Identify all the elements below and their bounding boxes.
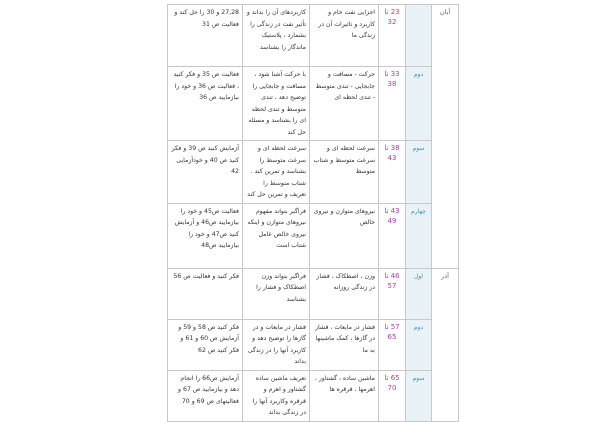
activity-cell: فکر کنید ص 58 و 59 و آزمایش ص 60 و 61 و فکر کنید ص 62 [168, 319, 243, 370]
table-row [168, 319, 459, 370]
table-row [168, 5, 459, 67]
content-cell: فشار در مایعات و در گازها را توضیح دهد و کاربرد آنها را در زندگی بداند [243, 319, 310, 370]
pages-cell: 38 تا 43 [379, 141, 406, 204]
week-cell [406, 5, 432, 67]
pages-cell: 43 تا 49 [379, 203, 406, 268]
goal-cell: اجزایی نفت خام و کاربرد و تاثیرات آن در زندگی ما [310, 5, 379, 67]
month-cell: آذر [432, 268, 459, 421]
pages-cell: 46 تا 57 [379, 268, 406, 319]
content-cell: کاربردهای آن را بداند و تأثیر نفت در زندگی را بشمارد ، پلاستیک ماندگار را بشناسد [243, 5, 310, 67]
goal-cell: نیروهای متوازن و نیروی خالص [310, 203, 379, 268]
table-row [168, 67, 459, 141]
activity-cell: آزمایش کنید ص 39 و فکر کنید ص 40 و خودآزمایی 42 [168, 141, 243, 204]
lesson-plan-table [167, 4, 459, 422]
pages-cell: 65 تا 70 [379, 370, 406, 421]
content-cell: سرعت لحظه ای و سرعت متوسط را بشناسد و تمرین کند . شتاب متوسط را تعریف و تمرین حل کند [243, 141, 310, 204]
activity-cell: 27,28 و 30 را حل کند و فعالیت ص 31 [168, 5, 243, 67]
content-cell: تعریف ماشین ساده گشتاور و اهرم و قرقره وکاربرد آنها را در زندگی بداند [243, 370, 310, 421]
week-cell: اول [406, 268, 432, 319]
week-cell: دوم [406, 319, 432, 370]
goal-cell: فشار در مایعات ، فشار در گازها ، کمک ماشینها به ما [310, 319, 379, 370]
pages-cell: 57 تا 65 [379, 319, 406, 370]
activity-cell: فعالیت ص 35 و فکر کنید ، فعالیت ص 36 و خود را بیازمایید ص 36 [168, 67, 243, 141]
activity-cell: فعالیت ص45 و خود را بیازمایید ص46 و آزمایش کنید ص47 و خود را بیازمایید ص48 [168, 203, 243, 268]
pages-cell: 23 تا 32 [379, 5, 406, 67]
week-cell: سوم [406, 370, 432, 421]
table-row [168, 268, 459, 319]
content-cell: فراگیر بتواند مفهوم نیروهای متوازن و اینکه نیروی خالص عامل شتاب است [243, 203, 310, 268]
activity-cell: فکر کنید و فعالیت ص 56 [168, 268, 243, 319]
pages-cell: 33 تا 38 [379, 67, 406, 141]
table-row [168, 370, 459, 421]
week-cell: دوم [406, 67, 432, 141]
activity-cell: آزمایش ص66 را انجام دهد و بیازمایید ص 67 و فعالیتهای ص 69 و 70 [168, 370, 243, 421]
table-row [168, 141, 459, 204]
goal-cell: ماشین ساده ، گشتاور ، اهرمها ، قرقره ها [310, 370, 379, 421]
table-row [168, 203, 459, 268]
goal-cell: سرعت لحظه ای و سرعت متوسط و شتاب متوسط [310, 141, 379, 204]
content-cell: فراگیر بتواند وزن اصطکاک و فشار را بشناسد [243, 268, 310, 319]
month-cell: آبان [432, 5, 459, 269]
week-cell: چهارم [406, 203, 432, 268]
goal-cell: وزن ، اصطکاک ، فشار در زندگی روزانه [310, 268, 379, 319]
week-cell: سوم [406, 141, 432, 204]
content-cell: با حرکت آشنا شود ، مسافت و جابجایی را توضیح دهد ، تندی متوسط و تندی لحظه ای را بشناسد و مسئله حل کند [243, 67, 310, 141]
goal-cell: حرکت - مسافت و جابجایی - تندی متوسط - تندی لحظه ای [310, 67, 379, 141]
